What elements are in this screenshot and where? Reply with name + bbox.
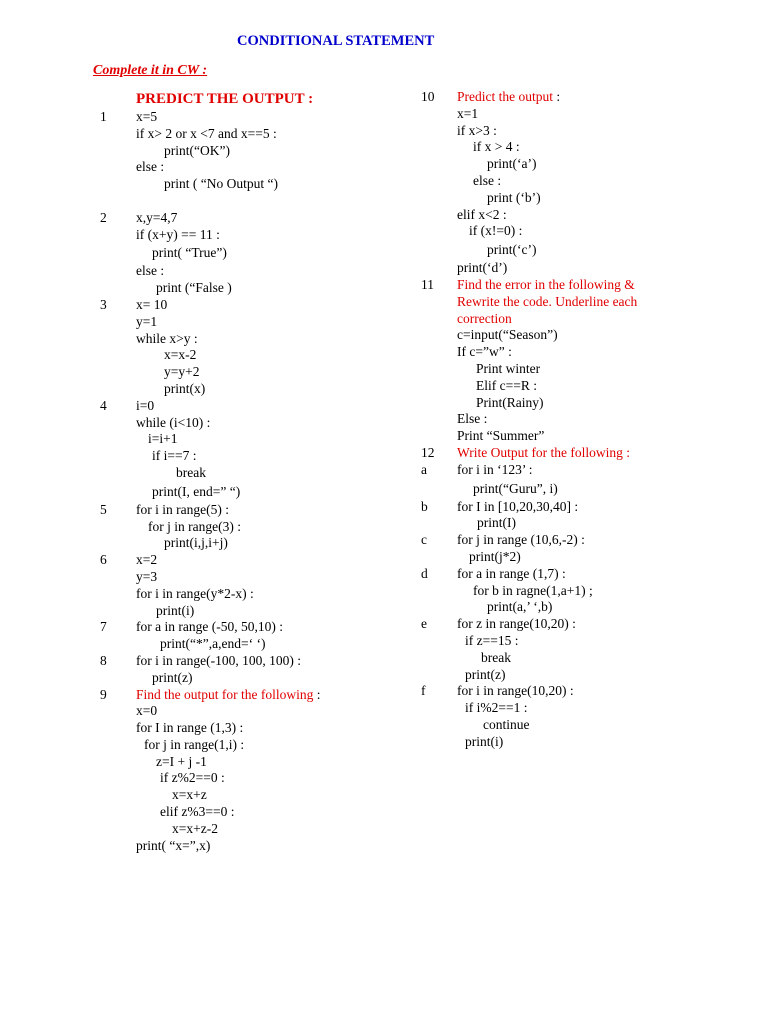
code-line — [100, 821, 400, 838]
code-text: print(‘c’) — [487, 242, 537, 258]
code-line — [100, 448, 400, 465]
code-line — [100, 687, 400, 704]
question-number: 8 — [100, 652, 107, 668]
question-prompt — [136, 89, 313, 109]
question-number: 9 — [100, 686, 107, 702]
code-line — [100, 482, 400, 502]
code-text: while x>y : — [136, 330, 198, 346]
code-text: Elif c==R : — [476, 377, 537, 393]
code-text: continue — [483, 716, 530, 732]
code-line — [421, 566, 721, 583]
code-line — [100, 603, 400, 620]
code-line — [421, 499, 721, 516]
code-text: break — [481, 649, 511, 665]
code-line — [100, 398, 400, 415]
code-text: for a in range (-50, 50,10) : — [136, 619, 283, 635]
code-text: print(x) — [164, 380, 206, 396]
question-number: f — [421, 683, 426, 699]
code-line — [100, 586, 400, 603]
code-text: if x> 2 or x <7 and x==5 : — [136, 125, 277, 141]
question-number: d — [421, 565, 428, 581]
code-text: else : — [136, 263, 165, 279]
code-line — [100, 737, 400, 754]
code-text: x,y=4,7 — [136, 209, 178, 225]
code-text: for I in range (1,3) : — [136, 720, 244, 736]
code-line — [421, 445, 721, 462]
code-line — [421, 700, 721, 717]
question-number: 12 — [421, 444, 435, 460]
code-text: if x>3 : — [457, 122, 497, 138]
code-line — [421, 361, 721, 378]
code-line — [421, 479, 721, 499]
code-text: Print winter — [476, 360, 541, 376]
code-line — [100, 552, 400, 569]
code-line — [100, 159, 400, 176]
code-text: x=x-2 — [164, 347, 197, 363]
prompt-text: Rewrite the code. Underline each — [457, 293, 638, 309]
prompt-text: Predict the output — [457, 89, 553, 104]
code-line — [100, 314, 400, 331]
question-prompt — [457, 294, 637, 311]
code-line — [421, 616, 721, 633]
code-text: x= 10 — [136, 296, 168, 312]
code-line — [421, 549, 721, 566]
code-line — [100, 519, 400, 536]
code-line — [100, 176, 400, 193]
code-line — [100, 569, 400, 586]
code-text: Print(Rainy) — [476, 394, 544, 410]
code-line — [100, 243, 400, 263]
code-line — [100, 636, 400, 653]
code-text: for i in ‘123’ : — [457, 461, 533, 477]
code-text: break — [176, 464, 206, 480]
prompt-text: PREDICT THE OUTPUT : — [136, 91, 314, 107]
code-line — [421, 515, 721, 532]
code-text: print(I, end=” “) — [152, 483, 241, 499]
code-line — [421, 599, 721, 616]
code-line — [100, 143, 400, 160]
question-number: 1 — [100, 109, 107, 124]
code-line — [100, 263, 400, 280]
code-line — [421, 89, 721, 106]
prompt-suffix: : — [552, 89, 561, 104]
code-line — [100, 465, 400, 482]
code-line — [100, 227, 400, 244]
code-text: Print “Summer” — [457, 428, 545, 444]
page-title: CONDITIONAL STATEMENT — [237, 33, 435, 49]
code-text: x=2 — [136, 552, 158, 568]
code-text: print(I) — [477, 515, 516, 531]
code-line — [421, 717, 721, 734]
code-text: x=1 — [457, 105, 479, 121]
code-line — [421, 344, 721, 361]
prompt-text: Write Output for the following : — [457, 444, 631, 460]
question-number: 10 — [421, 89, 435, 104]
code-text: z=I + j -1 — [156, 753, 207, 769]
code-line — [421, 411, 721, 428]
code-line — [100, 770, 400, 787]
code-line — [421, 532, 721, 549]
code-line — [100, 364, 400, 381]
code-text: if z%2==0 : — [160, 770, 225, 786]
prompt-suffix: : — [313, 686, 321, 702]
code-line — [100, 804, 400, 821]
code-text: i=i+1 — [148, 431, 178, 447]
code-line — [100, 126, 400, 143]
question-prompt — [136, 687, 321, 704]
instruction-heading: Complete it in CW : — [93, 63, 208, 78]
code-text: c=input(“Season”) — [457, 327, 558, 343]
code-text: print(i) — [465, 733, 504, 749]
code-line — [100, 210, 400, 227]
code-line — [100, 787, 400, 804]
code-line — [100, 347, 400, 364]
question-number: 11 — [421, 276, 434, 292]
code-text: if (x!=0) : — [469, 223, 523, 239]
code-text: print(j*2) — [469, 548, 521, 564]
code-text: print(i,j,i+j) — [164, 535, 228, 551]
code-text: elif x<2 : — [457, 206, 507, 222]
code-line — [421, 207, 721, 224]
question-number: 5 — [100, 501, 107, 517]
code-text: print(z) — [465, 666, 506, 682]
code-line — [100, 89, 400, 109]
question-prompt — [457, 311, 512, 328]
code-text: y=1 — [136, 313, 158, 329]
code-text: print(‘a’) — [487, 156, 537, 172]
question-number: 2 — [100, 209, 107, 225]
question-prompt — [457, 89, 560, 106]
left-question-column — [100, 89, 400, 854]
code-text: for i in range(y*2-x) : — [136, 585, 254, 601]
code-text: for j in range(1,i) : — [144, 736, 245, 752]
code-text: else : — [473, 172, 502, 188]
code-line — [421, 683, 721, 700]
code-line — [100, 619, 400, 636]
code-text: print(“Guru”, i) — [473, 480, 558, 496]
prompt-text: correction — [457, 310, 512, 326]
code-line — [421, 277, 721, 294]
code-text: print (“False ) — [156, 280, 232, 296]
code-text: if (x+y) == 11 : — [136, 226, 220, 242]
code-line — [100, 720, 400, 737]
code-text: x=0 — [136, 703, 158, 719]
code-line — [100, 703, 400, 720]
code-text: print( “x=”,x) — [136, 837, 211, 853]
question-number: a — [421, 461, 427, 477]
code-text: print(‘d’) — [457, 260, 508, 276]
code-line — [421, 327, 721, 344]
code-line — [421, 633, 721, 650]
code-text: for i in range(5) : — [136, 501, 229, 517]
question-number: 3 — [100, 296, 107, 312]
question-number: 6 — [100, 552, 107, 568]
code-line — [100, 381, 400, 398]
code-line — [421, 139, 721, 156]
code-text: print(i) — [156, 602, 195, 618]
code-line — [421, 260, 721, 277]
code-line — [421, 462, 721, 479]
code-line — [421, 106, 721, 123]
prompt-text: Find the error in the following & — [457, 276, 635, 292]
code-text: if z==15 : — [465, 632, 519, 648]
code-line — [421, 583, 721, 600]
code-line — [100, 331, 400, 348]
code-text: for i in range(-100, 100, 100) : — [136, 652, 301, 668]
code-text: print(z) — [152, 669, 193, 685]
code-text: for j in range (10,6,-2) : — [457, 532, 585, 548]
question-number: b — [421, 498, 428, 514]
code-text: while (i<10) : — [136, 414, 211, 430]
question-number: c — [421, 532, 427, 548]
code-line — [100, 297, 400, 314]
code-text: print( “True”) — [152, 245, 227, 261]
code-line — [421, 311, 721, 328]
code-line — [100, 754, 400, 771]
code-line — [421, 294, 721, 311]
code-line — [421, 667, 721, 684]
code-line — [421, 190, 721, 207]
code-text: y=y+2 — [164, 364, 200, 380]
code-text: for i in range(10,20) : — [457, 683, 574, 699]
prompt-text: Find the output for the following — [136, 686, 314, 702]
question-number: 7 — [100, 619, 107, 635]
code-text: for z in range(10,20) : — [457, 616, 576, 632]
code-line — [100, 280, 400, 297]
code-text: print ( “No Output “) — [164, 176, 278, 192]
question-number: 4 — [100, 397, 107, 413]
code-line — [421, 428, 721, 445]
code-text: for I in [10,20,30,40] : — [457, 498, 579, 514]
question-number: e — [421, 616, 427, 632]
code-line — [100, 109, 400, 126]
code-text: if x > 4 : — [473, 139, 520, 155]
code-text: x=5 — [136, 109, 158, 124]
code-line — [421, 378, 721, 395]
code-text: If c=”w” : — [457, 344, 512, 360]
code-text: print(“OK”) — [164, 142, 230, 158]
code-line — [100, 535, 400, 552]
code-text: if i==7 : — [152, 448, 197, 464]
code-text: x=x+z-2 — [172, 820, 218, 836]
code-text: elif z%3==0 : — [160, 804, 235, 820]
code-line — [100, 670, 400, 687]
code-line — [100, 653, 400, 670]
code-text: print(“*”,a,end=‘ ‘) — [160, 636, 266, 652]
code-line — [100, 193, 400, 210]
code-line — [421, 223, 721, 240]
code-line — [100, 838, 400, 855]
code-line — [421, 123, 721, 140]
code-text: y=3 — [136, 568, 158, 584]
code-text: print (‘b’) — [487, 189, 541, 205]
code-text: i=0 — [136, 397, 155, 413]
code-line — [421, 650, 721, 667]
code-line — [100, 431, 400, 448]
code-text: x=x+z — [172, 787, 207, 803]
code-line — [421, 240, 721, 260]
code-line — [100, 502, 400, 519]
question-prompt — [457, 277, 635, 294]
code-text: for a in range (1,7) : — [457, 565, 566, 581]
code-text: if i%2==1 : — [465, 700, 528, 716]
code-line — [421, 156, 721, 173]
right-question-column — [421, 89, 721, 750]
code-text: else : — [136, 159, 165, 175]
code-line — [421, 734, 721, 751]
code-line — [100, 415, 400, 432]
code-text: print(a,’ ‘,b) — [487, 599, 553, 615]
code-text: for j in range(3) : — [148, 518, 241, 534]
code-line — [421, 395, 721, 412]
code-text: for b in ragne(1,a+1) ; — [473, 582, 593, 598]
code-text: Else : — [457, 411, 488, 427]
question-prompt — [457, 445, 630, 462]
code-line — [421, 173, 721, 190]
